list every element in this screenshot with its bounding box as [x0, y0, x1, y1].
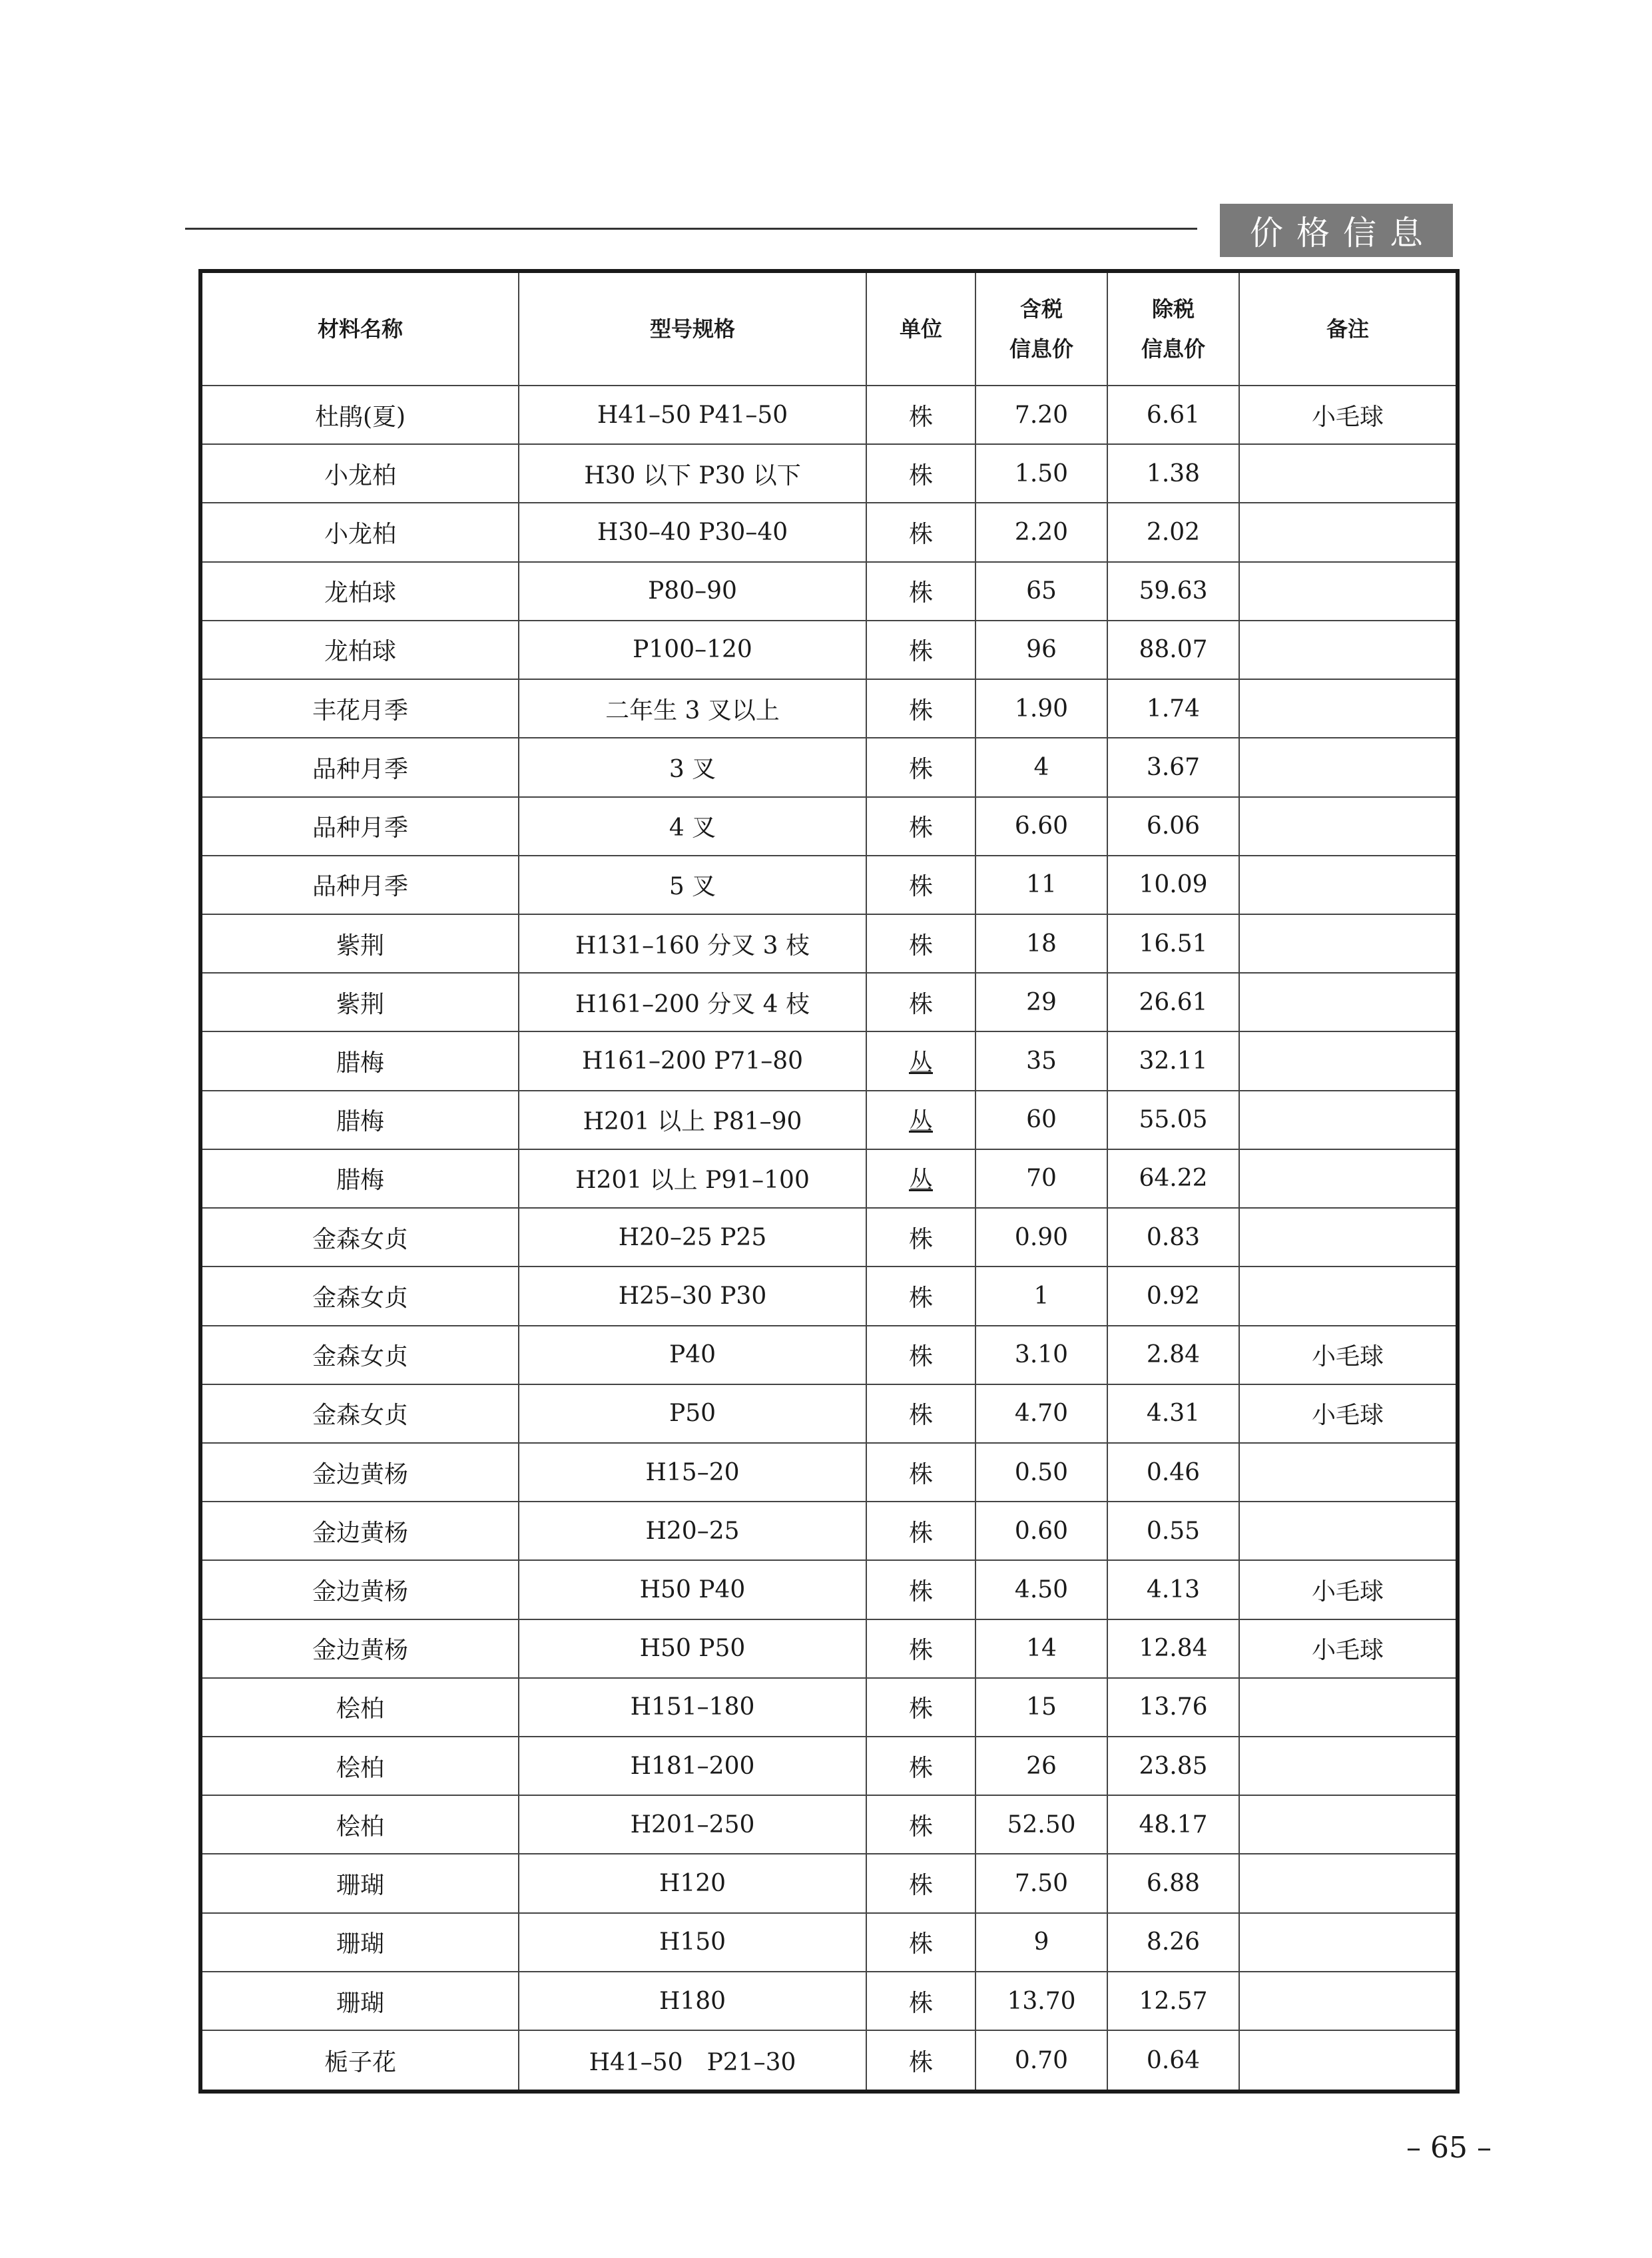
cell-material-name: 杜鹃(夏) [200, 386, 519, 444]
cell-remark [1239, 679, 1458, 738]
cell-remark [1239, 1267, 1458, 1325]
cell-spec: 4 叉 [519, 797, 866, 856]
cell-price-without-tax: 0.83 [1107, 1208, 1239, 1267]
cell-spec: H25–30 P30 [519, 1267, 866, 1325]
cell-remark [1239, 797, 1458, 856]
cell-price-without-tax: 26.61 [1107, 973, 1239, 1031]
cell-spec: H50 P50 [519, 1619, 866, 1678]
cell-price-with-tax: 7.50 [975, 1854, 1107, 1912]
cell-material-name: 桧柏 [200, 1678, 519, 1737]
cell-unit: 株 [866, 1502, 975, 1560]
cell-price-with-tax: 4 [975, 738, 1107, 796]
cell-unit: 株 [866, 1326, 975, 1384]
table-row [200, 679, 1458, 738]
cell-remark [1239, 973, 1458, 1031]
table-row [200, 621, 1458, 679]
table-row [200, 738, 1458, 796]
cell-price-with-tax: 1.50 [975, 444, 1107, 503]
table-row [200, 1502, 1458, 1560]
cell-spec: H150 [519, 1913, 866, 1972]
table-row [200, 1972, 1458, 2030]
cell-material-name: 金森女贞 [200, 1267, 519, 1325]
cell-spec: H151–180 [519, 1678, 866, 1737]
cell-remark [1239, 1913, 1458, 1972]
cell-unit: 株 [866, 1795, 975, 1854]
cell-price-with-tax: 35 [975, 1031, 1107, 1090]
cell-unit: 株 [866, 1384, 975, 1443]
cell-price-with-tax: 52.50 [975, 1795, 1107, 1854]
cell-material-name: 金边黄杨 [200, 1619, 519, 1678]
cell-material-name: 珊瑚 [200, 1913, 519, 1972]
cell-unit: 株 [866, 386, 975, 444]
cell-spec: H41–50 P21–30 [519, 2030, 866, 2092]
cell-price-with-tax: 0.50 [975, 1443, 1107, 1502]
cell-spec: H30 以下 P30 以下 [519, 444, 866, 503]
cell-remark: 小毛球 [1239, 1326, 1458, 1384]
table-row [200, 1854, 1458, 1912]
cell-price-with-tax: 60 [975, 1091, 1107, 1149]
cell-unit: 株 [866, 621, 975, 679]
cell-remark [1239, 621, 1458, 679]
cell-price-without-tax: 88.07 [1107, 621, 1239, 679]
cell-price-with-tax: 4.70 [975, 1384, 1107, 1443]
column-header-spec: 型号规格 [519, 271, 866, 386]
cell-spec: H181–200 [519, 1737, 866, 1795]
cell-spec: P80–90 [519, 562, 866, 621]
cell-material-name: 桧柏 [200, 1795, 519, 1854]
column-header-remark: 备注 [1239, 271, 1458, 386]
cell-price-without-tax: 12.84 [1107, 1619, 1239, 1678]
cell-price-without-tax: 0.92 [1107, 1267, 1239, 1325]
cell-price-with-tax: 18 [975, 914, 1107, 973]
cell-price-without-tax: 3.67 [1107, 738, 1239, 796]
cell-price-without-tax: 23.85 [1107, 1737, 1239, 1795]
table-row [200, 1795, 1458, 1854]
cell-material-name: 珊瑚 [200, 1854, 519, 1912]
cell-unit: 株 [866, 1678, 975, 1737]
cell-remark [1239, 1795, 1458, 1854]
cell-price-without-tax: 10.09 [1107, 856, 1239, 914]
cell-remark: 小毛球 [1239, 386, 1458, 444]
cell-material-name: 金森女贞 [200, 1384, 519, 1443]
cell-remark [1239, 1972, 1458, 2030]
table-row [200, 1091, 1458, 1149]
cell-remark [1239, 738, 1458, 796]
cell-unit: 株 [866, 444, 975, 503]
cell-remark [1239, 1149, 1458, 1208]
table-row [200, 386, 1458, 444]
cell-spec: H20–25 [519, 1502, 866, 1560]
cell-price-with-tax: 29 [975, 973, 1107, 1031]
cell-price-with-tax: 7.20 [975, 386, 1107, 444]
table-header-row [200, 271, 1458, 386]
column-header-material-name: 材料名称 [200, 271, 519, 386]
cell-material-name: 龙柏球 [200, 562, 519, 621]
cell-price-with-tax: 26 [975, 1737, 1107, 1795]
cell-unit: 丛 [866, 1031, 975, 1090]
cell-remark [1239, 1443, 1458, 1502]
cell-unit: 株 [866, 738, 975, 796]
cell-price-with-tax: 3.10 [975, 1326, 1107, 1384]
cell-price-with-tax: 1.90 [975, 679, 1107, 738]
cell-price-with-tax: 11 [975, 856, 1107, 914]
cell-price-with-tax: 2.20 [975, 503, 1107, 561]
cell-remark [1239, 856, 1458, 914]
cell-spec: H15–20 [519, 1443, 866, 1502]
cell-material-name: 品种月季 [200, 738, 519, 796]
cell-material-name: 品种月季 [200, 797, 519, 856]
cell-remark [1239, 444, 1458, 503]
cell-spec: 5 叉 [519, 856, 866, 914]
cell-price-without-tax: 0.64 [1107, 2030, 1239, 2092]
table-row [200, 973, 1458, 1031]
cell-remark [1239, 562, 1458, 621]
cell-remark [1239, 914, 1458, 973]
table-row [200, 1913, 1458, 1972]
table-row [200, 1208, 1458, 1267]
cell-price-without-tax: 6.88 [1107, 1854, 1239, 1912]
table-row [200, 562, 1458, 621]
cell-unit: 株 [866, 1854, 975, 1912]
table-row [200, 1031, 1458, 1090]
cell-spec: P40 [519, 1326, 866, 1384]
table-row [200, 1678, 1458, 1737]
cell-spec: H131–160 分叉 3 枝 [519, 914, 866, 973]
cell-price-without-tax: 4.31 [1107, 1384, 1239, 1443]
table-row [200, 856, 1458, 914]
cell-remark [1239, 503, 1458, 561]
cell-unit: 株 [866, 679, 975, 738]
table-row [200, 444, 1458, 503]
cell-material-name: 腊梅 [200, 1149, 519, 1208]
cell-material-name: 腊梅 [200, 1031, 519, 1090]
cell-spec: H201 以上 P91–100 [519, 1149, 866, 1208]
cell-unit: 株 [866, 1913, 975, 1972]
table-row [200, 2030, 1458, 2092]
cell-spec: P50 [519, 1384, 866, 1443]
table-row [200, 1560, 1458, 1619]
cell-unit: 株 [866, 1443, 975, 1502]
cell-price-with-tax: 15 [975, 1678, 1107, 1737]
cell-price-without-tax: 59.63 [1107, 562, 1239, 621]
cell-price-with-tax: 65 [975, 562, 1107, 621]
cell-unit: 株 [866, 1267, 975, 1325]
cell-material-name: 金边黄杨 [200, 1502, 519, 1560]
cell-price-with-tax: 1 [975, 1267, 1107, 1325]
cell-spec: H50 P40 [519, 1560, 866, 1619]
table-row [200, 1443, 1458, 1502]
cell-material-name: 紫荆 [200, 973, 519, 1031]
cell-remark [1239, 1678, 1458, 1737]
cell-price-without-tax: 13.76 [1107, 1678, 1239, 1737]
cell-price-without-tax: 4.13 [1107, 1560, 1239, 1619]
cell-price-without-tax: 64.22 [1107, 1149, 1239, 1208]
cell-price-with-tax: 0.60 [975, 1502, 1107, 1560]
cell-price-without-tax: 55.05 [1107, 1091, 1239, 1149]
cell-material-name: 金森女贞 [200, 1208, 519, 1267]
cell-remark [1239, 1502, 1458, 1560]
cell-unit: 丛 [866, 1149, 975, 1208]
cell-spec: H201–250 [519, 1795, 866, 1854]
cell-spec: H41–50 P41–50 [519, 386, 866, 444]
column-header-unit: 单位 [866, 271, 975, 386]
cell-price-with-tax: 9 [975, 1913, 1107, 1972]
cell-unit: 株 [866, 1972, 975, 2030]
column-header-price-with-tax: 含税 信息价 [975, 271, 1107, 386]
cell-unit: 株 [866, 797, 975, 856]
cell-material-name: 紫荆 [200, 914, 519, 973]
cell-spec: H180 [519, 1972, 866, 2030]
cell-price-with-tax: 6.60 [975, 797, 1107, 856]
table-row [200, 1326, 1458, 1384]
cell-spec: P100–120 [519, 621, 866, 679]
header-rule [185, 228, 1197, 230]
cell-remark: 小毛球 [1239, 1560, 1458, 1619]
cell-price-without-tax: 1.74 [1107, 679, 1239, 738]
cell-price-without-tax: 0.46 [1107, 1443, 1239, 1502]
cell-unit: 株 [866, 1619, 975, 1678]
cell-remark [1239, 1854, 1458, 1912]
cell-material-name: 金森女贞 [200, 1326, 519, 1384]
cell-material-name: 小龙柏 [200, 503, 519, 561]
cell-price-with-tax: 0.70 [975, 2030, 1107, 2092]
cell-unit: 株 [866, 914, 975, 973]
cell-price-without-tax: 6.61 [1107, 386, 1239, 444]
cell-price-with-tax: 70 [975, 1149, 1107, 1208]
cell-spec: H20–25 P25 [519, 1208, 866, 1267]
cell-unit: 丛 [866, 1091, 975, 1149]
cell-price-with-tax: 4.50 [975, 1560, 1107, 1619]
cell-remark: 小毛球 [1239, 1384, 1458, 1443]
table-row [200, 1267, 1458, 1325]
column-header-price-without-tax: 除税 信息价 [1107, 271, 1239, 386]
cell-price-without-tax: 6.06 [1107, 797, 1239, 856]
cell-material-name: 金边黄杨 [200, 1443, 519, 1502]
table-row [200, 1149, 1458, 1208]
cell-material-name: 品种月季 [200, 856, 519, 914]
price-table [198, 269, 1460, 2094]
cell-spec: 二年生 3 叉以上 [519, 679, 866, 738]
cell-material-name: 珊瑚 [200, 1972, 519, 2030]
cell-material-name: 丰花月季 [200, 679, 519, 738]
cell-price-without-tax: 2.02 [1107, 503, 1239, 561]
price-table-container [198, 269, 1456, 2094]
cell-remark [1239, 1091, 1458, 1149]
cell-price-without-tax: 48.17 [1107, 1795, 1239, 1854]
cell-unit: 株 [866, 562, 975, 621]
cell-unit: 株 [866, 503, 975, 561]
cell-price-without-tax: 16.51 [1107, 914, 1239, 973]
section-title: 价格信息 [1220, 204, 1453, 257]
cell-price-without-tax: 2.84 [1107, 1326, 1239, 1384]
cell-unit: 株 [866, 1560, 975, 1619]
cell-spec: 3 叉 [519, 738, 866, 796]
table-body [200, 386, 1458, 2092]
cell-price-with-tax: 96 [975, 621, 1107, 679]
cell-unit: 株 [866, 856, 975, 914]
table-row [200, 1384, 1458, 1443]
cell-remark [1239, 1737, 1458, 1795]
cell-price-without-tax: 0.55 [1107, 1502, 1239, 1560]
cell-unit: 株 [866, 2030, 975, 2092]
cell-spec: H120 [519, 1854, 866, 1912]
cell-material-name: 龙柏球 [200, 621, 519, 679]
cell-price-with-tax: 13.70 [975, 1972, 1107, 2030]
cell-unit: 株 [866, 1737, 975, 1795]
cell-material-name: 金边黄杨 [200, 1560, 519, 1619]
cell-spec: H201 以上 P81–90 [519, 1091, 866, 1149]
cell-material-name: 小龙柏 [200, 444, 519, 503]
cell-remark [1239, 2030, 1458, 2092]
cell-price-without-tax: 12.57 [1107, 1972, 1239, 2030]
cell-price-with-tax: 0.90 [975, 1208, 1107, 1267]
table-row [200, 503, 1458, 561]
cell-price-without-tax: 32.11 [1107, 1031, 1239, 1090]
cell-remark [1239, 1208, 1458, 1267]
cell-price-with-tax: 14 [975, 1619, 1107, 1678]
table-row [200, 1737, 1458, 1795]
table-row [200, 797, 1458, 856]
table-row [200, 1619, 1458, 1678]
cell-remark [1239, 1031, 1458, 1090]
cell-price-without-tax: 8.26 [1107, 1913, 1239, 1972]
cell-material-name: 栀子花 [200, 2030, 519, 2092]
page-number: – 65 – [1406, 2131, 1492, 2165]
cell-unit: 株 [866, 1208, 975, 1267]
cell-spec: H161–200 分叉 4 枝 [519, 973, 866, 1031]
cell-remark: 小毛球 [1239, 1619, 1458, 1678]
cell-material-name: 桧柏 [200, 1737, 519, 1795]
cell-spec: H161–200 P71–80 [519, 1031, 866, 1090]
table-row [200, 914, 1458, 973]
cell-price-without-tax: 1.38 [1107, 444, 1239, 503]
cell-material-name: 腊梅 [200, 1091, 519, 1149]
cell-spec: H30–40 P30–40 [519, 503, 866, 561]
cell-unit: 株 [866, 973, 975, 1031]
